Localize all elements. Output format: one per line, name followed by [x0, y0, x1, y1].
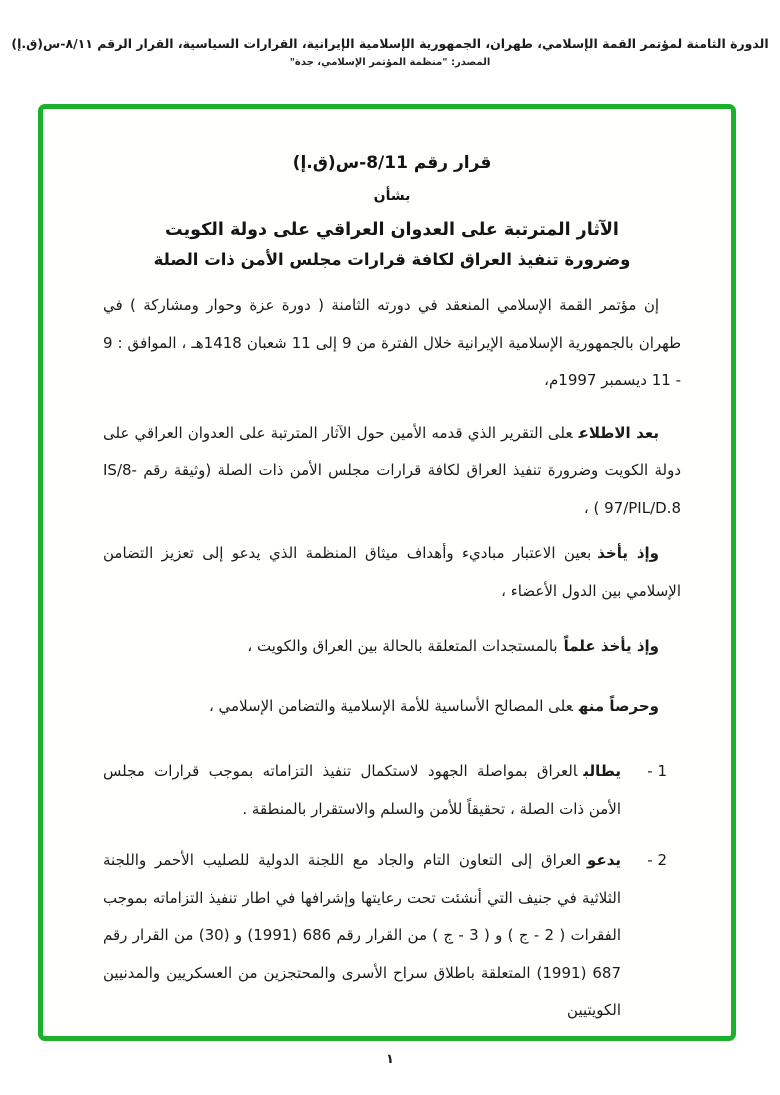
operative-item-1 [103, 753, 681, 828]
preamble-text: بعين الاعتبار مباديء وأهداف ميثاق المنظمة الذي يدعو إلى تعزيز التضامن الإسلامي بين الدول الأعضاء ، [103, 544, 681, 600]
preamble-lead: وإذ يأخذ [597, 544, 660, 562]
document-header [0, 36, 780, 68]
item-text-block [103, 842, 621, 1030]
item-text-block [103, 753, 621, 828]
operative-item-2 [103, 842, 681, 1030]
preamble-lead: وإذ يأخذ علماً [563, 637, 659, 655]
resolution-subject-line-1: الآثار المترتبة على العدوان العراقي على دولة الكويت [165, 220, 619, 240]
preamble-text: على التقرير الذي قدمه الأمين حول الآثار المترتبة على العدوان العراقي على دولة الكويت وضرورة تنفيذ العراق لكافة قرارات مجلس الأمن ذات الصلة (وثيقة رقم IS/8-97/PIL/D.8 ) ، [103, 423, 681, 517]
item-number: 2 - [647, 851, 667, 869]
preamble-lead: بعد الاطلاع [578, 423, 659, 442]
header-session-line: الدورة الثامنة لمؤتمر القمة الإسلامي، طهران، الجمهورية الإسلامية الإيرانية، القرارات السياسية، القرار الرقم ٨/١١-س(ق.إ) [11, 36, 769, 51]
item-lead: يطالب [583, 762, 621, 780]
operative-items [103, 753, 681, 1030]
preamble-paragraph [103, 535, 681, 610]
resolution-regarding-line: بشأن [373, 188, 411, 204]
preamble-text: بالمستجدات المتعلقة بالحالة بين العراق والكويت ، [247, 637, 558, 655]
preamble-text: إن مؤتمر القمة الإسلامي المنعقد في دورته الثامنة ( دورة عزة وحوار ومشاركة ) في طهران بالجمهورية الإسلامية الإيرانية خلال الفترة من 9 إلى 11 شعبان 1418هـ ، الموافق : 9 - 11 ديسمبر 1997م، [103, 296, 682, 389]
item-text: العراق بمواصلة الجهود لاستكمال تنفيذ التزاماته بموجب قرارات مجلس الأمن ذات الصلة ، تحقيقاً للأمن والسلم والاستقرار بالمنطقة . [103, 762, 621, 818]
preamble-paragraph [103, 688, 681, 726]
resolution-title-block [103, 153, 681, 269]
item-lead: يدعو [587, 851, 621, 869]
resolution-number-line: قرار رقم 8/11-س(ق.إ) [292, 153, 492, 173]
preamble-paragraph [103, 415, 681, 528]
item-number: 1 - [647, 762, 667, 780]
header-source-line: المصدر: "منظمة المؤتمر الإسلامي، جدة" [289, 57, 491, 68]
preamble-lead: وحرصاً منه [578, 696, 659, 715]
preamble-text: على المصالح الأساسية للأمة الإسلامية والتضامن الإسلامي ، [208, 696, 573, 715]
preamble-paragraph [103, 628, 681, 666]
resolution-subject-line-2: وضرورة تنفيذ العراق لكافة قرارات مجلس الأمن ذات الصلة [153, 250, 631, 269]
page-number: ١ [386, 1052, 394, 1067]
item-text: العراق إلى التعاون التام والجاد مع اللجنة الدولية للصليب الأحمر واللجنة الثلاثية في جنيف التي أنشئت تحت رعايتها وإشرافها في اطار تنفيذ التزاماته بموجب الفقرات ( 2 - ج ) و ( 3 - ج ) من القرار رقم 686 (1991) و (30) من القرار رقم 687 (1991) المتعلقة باطلاق سراح الأسرى والمحتجزين من العسكريين والمدنيين الكويتيين [103, 851, 622, 1019]
preamble-paragraph [103, 287, 681, 400]
document-frame [38, 104, 736, 1041]
